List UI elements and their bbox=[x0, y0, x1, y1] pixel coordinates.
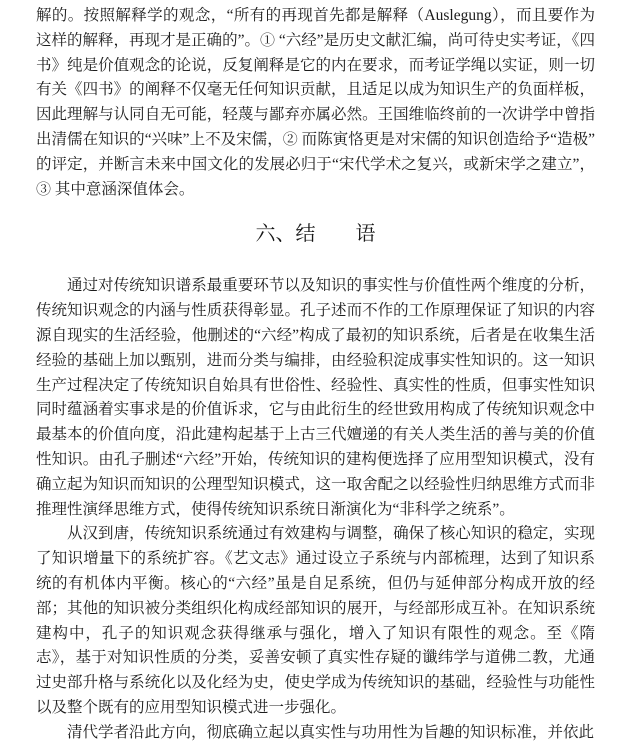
paragraph-1-text-c: 而陈寅恪更是对宋儒的知识创造给予“造极”的评定，并断言未来中国文化的发展必归于“宋代学术之复兴，或新宋学之建立”， bbox=[36, 130, 595, 173]
footnote-ref-1: ① bbox=[259, 32, 275, 49]
footnote-ref-2: ② bbox=[282, 131, 298, 148]
paragraph-1-text-d: 其中意涵深值体会。 bbox=[51, 180, 195, 198]
paragraph-continuation bbox=[36, 4, 595, 202]
footnote-ref-3: ③ bbox=[36, 181, 52, 198]
paragraph-conclusion-1: 通过对传统知识谱系最重要环节以及知识的事实性与价值性两个维度的分析，传统知识观念的内涵与性质获得彰显。孔子述而不作的工作原理保证了知识的内容源自现实的生活经验，他删述的“六经”构成了最初的知识系统，后者是在收集生活经验的基础上加以甄别，进而分类与编排，由经验积淀成事实性知识的。这一知识生产过程决定了传统知识自始具有世俗性、经验性、真实性的性质，但事实性知识同时蕴涵着实事求是的价值诉求，它与由此衍生的经世致用构成了传统知识观念中最基本的价值向度，沿此建构起基于上古三代嬗递的有关人类生活的善与美的价值性知识。由孔子删述“六经”开始，传统知识的建构便选择了应用型知识模式，没有确立起为知识而知识的公理型知识模式，这一取舍配之以经验性归纳思维方式而非推理性演绎思维方式，使得传统知识系统日渐演化为“非科学之统系”。 bbox=[36, 277, 595, 518]
paragraph-1-text-b: “六经”是历史文献汇编，尚可待史实考证，《四书》纯是价值观念的论说，反复阐释是它的内在要求，而考证学绳以实证，则一切有关《四书》的阐释不仅毫无任何知识贡献，且适足以成为知识生产的负面样板，因此理解与认同自无可能，轻蔑与鄙弃亦属必然。王国维临终前的一次讲学中曾指出清儒在知识的“兴味”上不及宋儒， bbox=[36, 31, 595, 148]
paragraph-conclusion-3: 清代学者沿此方向，彻底确立起以真实性与功用性为旨趣的知识标准，并依此 bbox=[67, 723, 595, 741]
paragraph-conclusion-2: 从汉到唐，传统知识系统通过有效建构与调整，确保了核心知识的稳定，实现了知识增量下的系统扩容。《艺文志》通过设立子系统与内部梳理，达到了知识系统的有机体内平衡。核心的“六经”虽是自足系统，但仍与延伸部分构成开放的经部；其他的知识被分类组织化构成经部知识的展开，与经部形成互补。在知识系统建构中，孔子的知识观念获得继承与强化，增入了知识有限性的观念。至《隋志》，基于对知识性质的分类，妥善安顿了真实性存疑的谶纬学与道佛二教，尤通过史部升格与系统化以及化经为史，使史学成为传统知识的基础，经验性与功能性以及整个既有的应用型知识模式进一步强化。 bbox=[36, 525, 595, 716]
paragraph-1-text-a: 解的。按照解释学的观念，“所有的再现首先都是解释（Auslegung），而且要作为这样的解释，再现才是正确的”。 bbox=[36, 7, 595, 49]
section-heading: 六、结 语 bbox=[255, 223, 376, 246]
